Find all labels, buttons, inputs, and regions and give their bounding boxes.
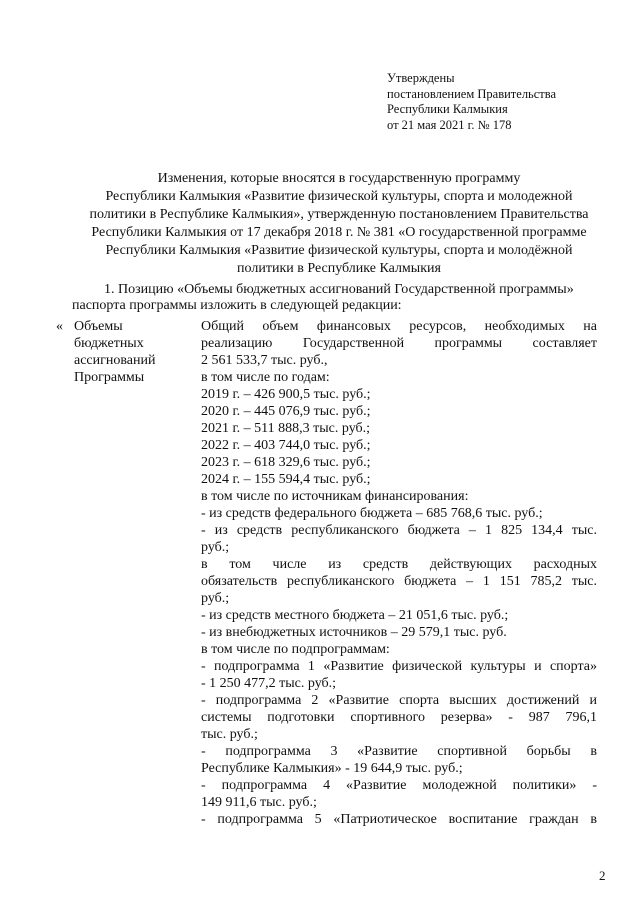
intro-paragraph bbox=[72, 282, 612, 314]
content-line: реализацию Государственной программы составляет bbox=[201, 336, 597, 351]
subprogram-line: - подпрограмма 1 «Развитие физической культуры и спорта» bbox=[201, 659, 597, 674]
year-amount-line: 2020 г. – 445 076,9 тыс. руб.; bbox=[201, 404, 371, 419]
source-line: - из средств федерального бюджета – 685 768,6 тыс. руб.; bbox=[201, 506, 543, 521]
source-line: - из внебюджетных источников – 29 579,1 тыс. руб. bbox=[201, 625, 507, 640]
subprogram-line: - подпрограмма 5 «Патриотическое воспитание граждан в bbox=[201, 812, 597, 827]
year-amount-line: 2023 г. – 618 329,6 тыс. руб.; bbox=[201, 455, 371, 470]
title-line: Республики Калмыкия «Развитие физической культуры, спорта и молодежной bbox=[105, 189, 573, 204]
content-line: в том числе по подпрограммам: bbox=[201, 642, 390, 657]
content-line: тыс. руб.; bbox=[201, 727, 258, 742]
content-line: в том числе по источникам финансирования: bbox=[201, 489, 469, 504]
label-line: ассигнований bbox=[74, 353, 156, 368]
title-line: политики в Республике Калмыкия», утвержденную постановлением Правительства bbox=[89, 207, 589, 222]
year-amount-line: 2024 г. – 155 594,4 тыс. руб.; bbox=[201, 472, 371, 487]
content-line: обязательств республиканского бюджета – 1 151 785,2 тыс. bbox=[201, 574, 597, 589]
intro-line: 1. Позицию «Объемы бюджетных ассигнований Государственной программы» bbox=[104, 282, 574, 297]
content-line: Общий объем финансовых ресурсов, необходимых на bbox=[201, 319, 597, 334]
position-label-column bbox=[74, 318, 192, 386]
subprogram-line: - подпрограмма 4 «Развитие молодежной политики» - bbox=[201, 778, 597, 793]
subprogram-line: - подпрограмма 2 «Развитие спорта высших достижений и bbox=[201, 693, 597, 708]
content-line: - 1 250 477,2 тыс. руб.; bbox=[201, 676, 337, 691]
content-line: 149 911,6 тыс. руб.; bbox=[201, 795, 317, 810]
title-line: политики в Республике Калмыкия bbox=[237, 261, 441, 276]
content-line: системы подготовки спортивного резерва» - 987 796,1 bbox=[201, 710, 597, 725]
year-amount-line: 2022 г. – 403 744,0 тыс. руб.; bbox=[201, 438, 371, 453]
label-line: Программы bbox=[74, 370, 145, 385]
content-line: Республике Калмыкия» - 19 644,9 тыс. руб.; bbox=[201, 761, 463, 776]
content-line: в том числе по годам: bbox=[201, 370, 330, 385]
subprogram-line: - подпрограмма 3 «Развитие спортивной борьбы в bbox=[201, 744, 597, 759]
label-line: бюджетных bbox=[74, 336, 144, 351]
content-line: руб.; bbox=[201, 591, 230, 606]
position-content-column bbox=[201, 318, 597, 828]
year-amount-line: 2021 г. – 511 888,3 тыс. руб.; bbox=[201, 421, 371, 436]
document-title bbox=[72, 170, 606, 278]
content-line: в том числе из средств действующих расходных bbox=[201, 557, 597, 572]
opening-quote-mark: « bbox=[56, 319, 63, 334]
source-line: - из средств местного бюджета – 21 051,6 тыс. руб.; bbox=[201, 608, 509, 623]
year-amount-line: 2019 г. – 426 900,5 тыс. руб.; bbox=[201, 387, 371, 402]
approval-line: постановлением Правительства bbox=[387, 86, 557, 101]
approval-line: Республики Калмыкия bbox=[387, 102, 508, 116]
title-line: Изменения, которые вносятся в государственную программу bbox=[157, 171, 521, 186]
page-number: 2 bbox=[599, 868, 606, 883]
source-line: - из средств республиканского бюджета – 1 825 134,4 тыс. bbox=[201, 523, 597, 538]
content-line: руб.; bbox=[201, 540, 230, 555]
intro-line: паспорта программы изложить в следующей редакции: bbox=[72, 298, 402, 313]
content-line: 2 561 533,7 тыс. руб., bbox=[201, 353, 328, 368]
title-line: Республики Калмыкия от 17 декабря 2018 г. № 381 «О государственной программе bbox=[91, 225, 587, 240]
label-line: Объемы bbox=[74, 319, 123, 334]
title-line: Республики Калмыкия «Развитие физической культуры, спорта и молодёжной bbox=[105, 243, 573, 258]
approval-line: Утверждены bbox=[387, 71, 455, 85]
approval-block bbox=[387, 71, 556, 133]
approval-line: от 21 мая 2021 г. № 178 bbox=[387, 117, 512, 132]
